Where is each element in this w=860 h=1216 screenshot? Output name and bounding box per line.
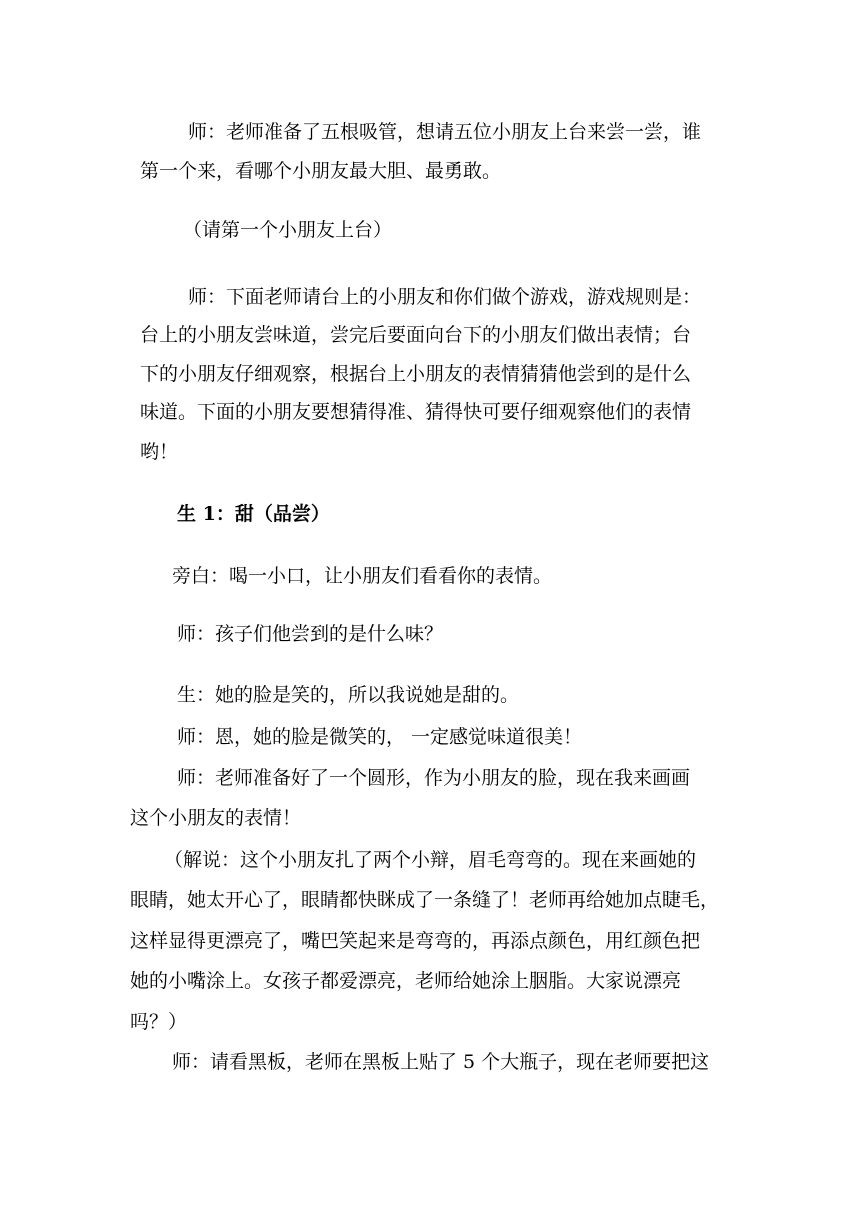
paragraph-line: 师：恩，她的脸是微笑的， 一定感觉味道很美！ xyxy=(177,726,583,748)
paragraph-line: 吗？） xyxy=(130,1011,188,1033)
paragraph-line: 味道。下面的小朋友要想猜得准、猜得快可要仔细观察他们的表情 xyxy=(140,401,692,423)
paragraph-line: 师：请看黑板，老师在黑板上贴了 5 个大瓶子，现在老师要把这 xyxy=(172,1051,710,1073)
paragraph-line: 眼睛，她太开心了，眼睛都快眯成了一条缝了！老师再给她加点睫毛， xyxy=(130,889,720,911)
paragraph-line: 台上的小朋友尝味道，尝完后要面向台下的小朋友们做出表情；台 xyxy=(140,324,692,346)
paragraph-line: 第一个来，看哪个小朋友最大胆、最勇敢。 xyxy=(140,160,502,182)
paragraph-line: 师：老师准备了五根吸管，想请五位小朋友上台来尝一尝，谁 xyxy=(188,121,702,143)
paragraph-line: 她的小嘴涂上。女孩子都爱漂亮，老师给她涂上胭脂。大家说漂亮 xyxy=(130,970,682,992)
paragraph-line: 生：她的脸是笑的，所以我说她是甜的。 xyxy=(177,684,520,706)
paragraph-line: 这个小朋友的表情！ xyxy=(130,807,302,829)
paragraph-line: 旁白：喝一小口，让小朋友们看看你的表情。 xyxy=(172,565,553,587)
paragraph-line: 师：下面老师请台上的小朋友和你们做个游戏，游戏规则是： xyxy=(188,286,702,308)
speaker-heading: 生 1：甜（品尝） xyxy=(177,503,330,525)
paragraph-line: 这样显得更漂亮了，嘴巴笑起来是弯弯的，再添点颜色，用红颜色把 xyxy=(130,930,701,952)
paragraph-line: 师：老师准备好了一个圆形，作为小朋友的脸，现在我来画画 xyxy=(177,767,691,789)
paragraph-line: （请第一个小朋友上台） xyxy=(183,219,393,241)
paragraph-line: 师：孩子们他尝到的是什么味？ xyxy=(177,623,444,645)
paragraph-line: 下的小朋友仔细观察，根据台上小朋友的表情猜猜他尝到的是什么 xyxy=(140,363,692,385)
paragraph-line: （解说：这个小朋友扎了两个小辩，眉毛弯弯的。现在来画她的 xyxy=(164,849,697,871)
paragraph-line: 哟！ xyxy=(140,441,179,463)
